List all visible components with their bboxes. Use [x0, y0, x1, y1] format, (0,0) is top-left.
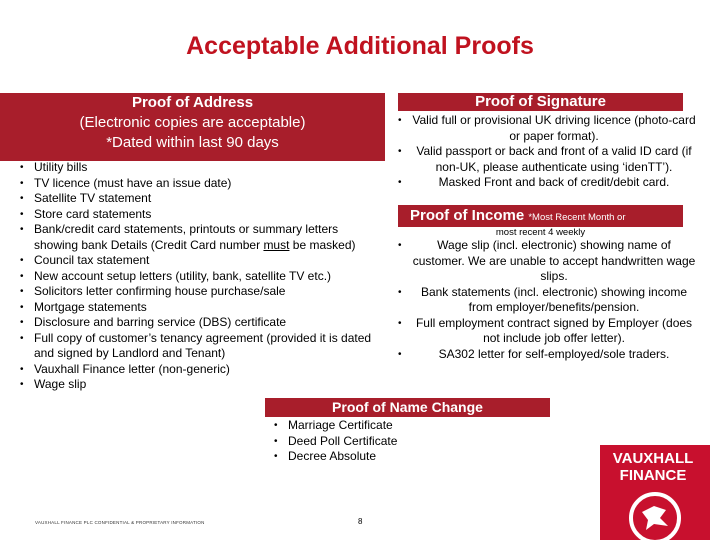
list-item: • Masked Front and back of credit/debit card.	[396, 175, 696, 191]
list-item: • Valid full or provisional UK driving licence (photo-card or paper format).	[396, 113, 696, 144]
proof-of-income-note-cont: most recent 4 weekly	[495, 227, 586, 238]
list-item: • Full copy of customer’s tenancy agreement (provided it is dated and signed by Landlord and Tenant)	[18, 331, 383, 362]
must-underlined: must	[263, 237, 290, 252]
list-item-text: Bank/credit card statements, printouts or summary letters showing bank Details (Credit Card number	[34, 222, 339, 252]
list-item: • Council tax statement	[18, 253, 383, 269]
list-item: • Full employment contract signed by Employer (does not include job offer letter).	[396, 316, 696, 347]
list-item: • Valid passport or back and front of a valid ID card (if non-UK, please authenticate using ‘idenTT’).	[396, 144, 696, 175]
list-item: • Disclosure and barring service (DBS) certificate	[18, 315, 383, 331]
list-item: • Store card statements	[18, 207, 383, 223]
proof-of-name-change-list	[272, 418, 532, 465]
proof-of-address-heading: Proof of Address	[131, 94, 254, 111]
proof-of-address-header	[0, 93, 385, 161]
proof-of-address-subheading-electronic: (Electronic copies are acceptable)	[79, 114, 306, 131]
list-item: • Utility bills	[18, 160, 383, 176]
list-item: • Mortgage statements	[18, 300, 383, 316]
list-item	[18, 222, 383, 253]
proof-of-income-heading: Proof of Income	[410, 207, 525, 224]
proof-of-income-note: *Most Recent Month or	[528, 212, 626, 223]
proof-of-address-subheading-dated: *Dated within last 90 days	[106, 134, 279, 151]
proof-of-signature-heading: Proof of Signature	[398, 93, 683, 111]
logo-line-2: FINANCE	[619, 467, 687, 484]
list-item: • Satellite TV statement	[18, 191, 383, 207]
list-item: • Solicitors letter confirming house purchase/sale	[18, 284, 383, 300]
page-title: Acceptable Additional Proofs	[186, 32, 534, 60]
proof-of-name-change-heading: Proof of Name Change	[265, 398, 550, 417]
logo-line-1: VAUXHALL	[612, 450, 694, 467]
list-item: • Wage slip (incl. electronic) showing name of customer. We are unable to accept handwritten wage slips.	[396, 238, 696, 285]
page-number: 8	[358, 517, 363, 526]
proof-of-address-list	[18, 160, 383, 393]
list-item: • Vauxhall Finance letter (non-generic)	[18, 362, 383, 378]
list-item: • Bank statements (incl. electronic) showing income from employer/benefits/pension.	[396, 285, 696, 316]
list-item: • TV licence (must have an issue date)	[18, 176, 383, 192]
list-item: • Deed Poll Certificate	[272, 434, 532, 450]
proof-of-signature-list	[396, 113, 696, 191]
list-item: • Wage slip	[18, 377, 383, 393]
list-item: • SA302 letter for self-employed/sole traders.	[396, 347, 696, 363]
proof-of-income-list	[396, 238, 696, 362]
list-item: • Marriage Certificate	[272, 418, 532, 434]
vauxhall-finance-logo-text	[608, 450, 698, 484]
griffin-emblem-icon	[620, 488, 690, 540]
list-item: • New account setup letters (utility, bank, satellite TV etc.)	[18, 269, 383, 285]
footer-confidential: VAUXHALL FINANCE PLC CONFIDENTIAL & PROPRIETARY INFORMATION	[35, 520, 205, 525]
proof-of-income-header	[398, 205, 683, 227]
list-item-text-end: be masked)	[289, 237, 356, 252]
list-item: • Decree Absolute	[272, 449, 532, 465]
